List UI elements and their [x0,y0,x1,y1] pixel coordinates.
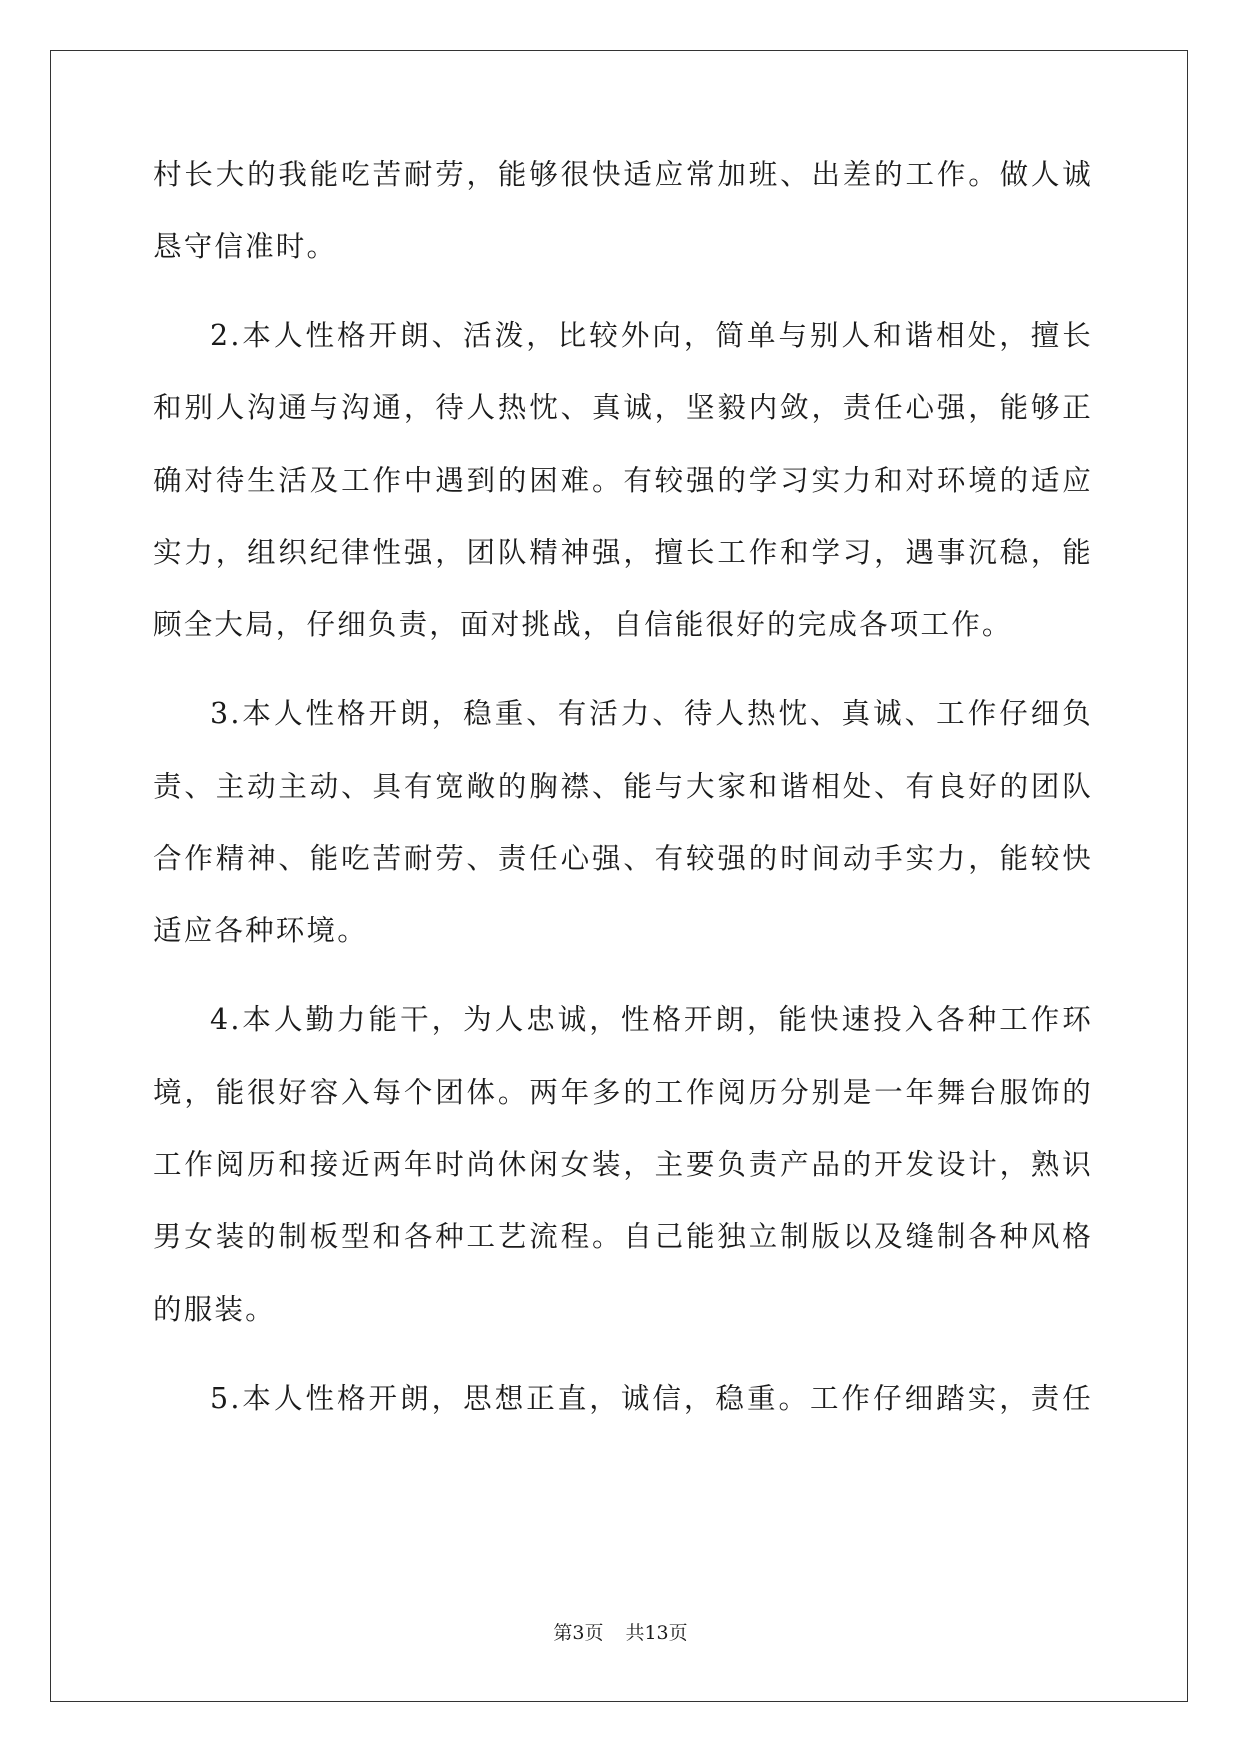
body-text-line: 实力，组织纪律性强，团队精神强，擅长工作和学习，遇事沉稳，能 [153,536,1093,569]
body-text-line: 村长大的我能吃苦耐劳，能够很快适应常加班、出差的工作。做人诚 [153,158,1093,191]
body-text-line: 男女装的制板型和各种工艺流程。自己能独立制版以及缝制各种风格 [153,1220,1093,1253]
total-pages: 共13页 [625,1622,688,1644]
body-text-line: 责、主动主动、具有宽敞的胸襟、能与大家和谐相处、有良好的团队 [153,770,1093,803]
page-footer [0,1620,1241,1646]
body-text-line: 4.本人勤力能干，为人忠诚，性格开朗，能快速投入各种工作环 [210,1003,1093,1036]
body-text-line: 恳守信准时。 [153,230,338,263]
body-text-line: 确对待生活及工作中遇到的困难。有较强的学习实力和对环境的适应 [153,464,1093,497]
body-text-line: 适应各种环境。 [153,914,368,947]
body-text-line: 5.本人性格开朗，思想正直，诚信，稳重。工作仔细踏实，责任 [210,1382,1093,1415]
body-text-line: 合作精神、能吃苦耐劳、责任心强、有较强的时间动手实力，能较快 [153,842,1093,875]
body-text-line: 和别人沟通与沟通，待人热忱、真诚，坚毅内敛，责任心强，能够正 [153,391,1093,424]
body-text-line: 顾全大局，仔细负责，面对挑战，自信能很好的完成各项工作。 [153,608,1013,641]
body-text-line: 2.本人性格开朗、活泼，比较外向，简单与别人和谐相处，擅长 [210,319,1093,352]
body-text-line: 3.本人性格开朗，稳重、有活力、待人热忱、真诚、工作仔细负 [210,697,1093,730]
body-text-line: 境，能很好容入每个团体。两年多的工作阅历分别是一年舞台服饰的 [153,1076,1093,1109]
body-text-line: 工作阅历和接近两年时尚休闲女装，主要负责产品的开发设计，熟识 [153,1148,1093,1181]
body-text-line: 的服装。 [153,1293,276,1326]
page-number: 第3页 [553,1622,604,1644]
